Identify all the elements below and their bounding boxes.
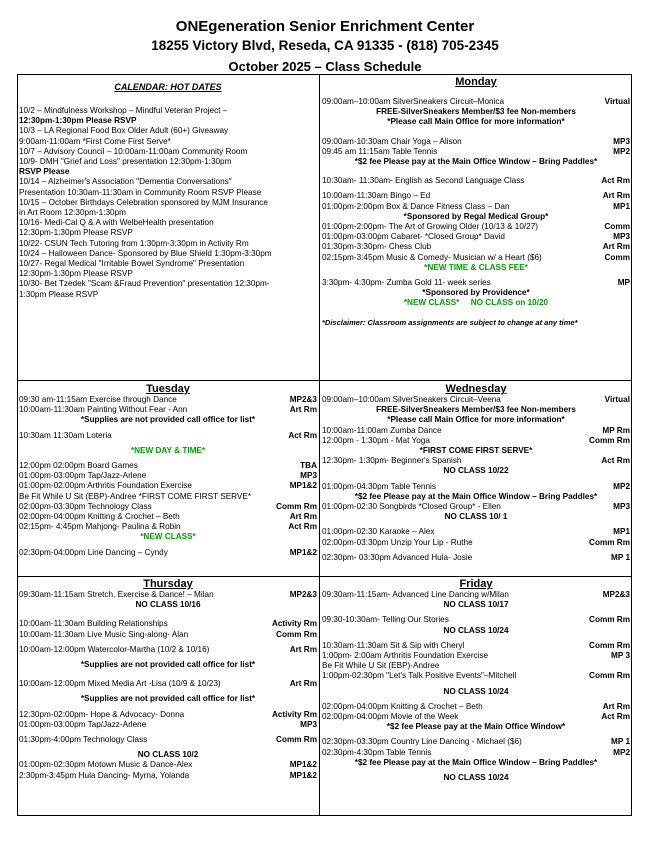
class-entry: 02:30pm-04:00pm Line Dancing – Cyndy MP1&2 bbox=[19, 547, 317, 557]
hot-date-line: 9:00am-11:00am *First Come First Serve* bbox=[19, 136, 171, 146]
row-divider-2-right bbox=[320, 576, 632, 577]
class-entry: 01:00pm-2:00pm Box & Dance Fitness Class – Dan MP1 bbox=[322, 201, 630, 211]
hot-date-line: 10/9- DMH "Grief and Loss" presentation 12:30pm-1:30pm bbox=[19, 157, 232, 167]
class-entry: 09:45 am 11:15am Table Tennis MP2 bbox=[322, 146, 630, 156]
schedule-title: October 2025 – Class Schedule bbox=[228, 59, 422, 74]
class-entry: 10:00am-11:30am Painting Without Fear - Ann Art Rm bbox=[19, 405, 317, 415]
class-entry: 1:00pm-02:30pm "Let's Talk Positive Events"–Mitchell Comm Rm bbox=[322, 671, 630, 681]
no-class-note: NO CLASS 10/24 bbox=[443, 773, 509, 783]
center-name: ONEgeneration Senior Enrichment Center bbox=[175, 18, 475, 35]
class-entry: 02:00pm-04:00pm Knitting & Crochet – Beth Art Rm bbox=[19, 512, 317, 522]
hot-date-line: 10/24 – Halloween Dance- Sponsored by Blue Shield 1:30pm-3:30pm bbox=[19, 248, 272, 258]
class-entry: 02:00pm-04:00pm Movie of the Week Act Rm bbox=[322, 712, 630, 722]
class-note: FREE-SilverSneakers Member/$3 fee Non-members bbox=[376, 107, 576, 117]
class-entry: 10:00am-11:30am Live Music Sing-along- Alan Comm Rm bbox=[19, 629, 317, 639]
hot-date-line: 10/2 – Mindfulness Workshop – Mindful Veteran Project – bbox=[19, 106, 228, 115]
no-class-note: NO CLASS 10/17 bbox=[443, 600, 509, 610]
wednesday-section bbox=[322, 383, 630, 575]
class-entry: 09:30am-11:15am Stretch, Exercise & Dance! – Milan MP2&3 bbox=[19, 590, 317, 599]
hot-date-line: 10/14 – Alzheimer's Association "Dementia Conversations" bbox=[19, 177, 232, 187]
class-note: FREE-SilverSneakers Member/$3 fee Non-members bbox=[376, 405, 576, 415]
hot-date-line: 10/3 – LA Regional Food Box Older Adult (60+) Giveaway bbox=[19, 126, 229, 136]
hot-date-line: 10/7 – Advisory Council – 10:00am-11:00am Community Room bbox=[19, 146, 248, 156]
class-note: *Sponsored by Providence* bbox=[422, 288, 530, 298]
hot-date-line: 10/27- Regal Medical "Irritable Bowel Syndrome" Presentation bbox=[19, 259, 245, 269]
class-entry: 02:00pm-03:30pm Technology Class Comm Rm bbox=[19, 501, 317, 511]
class-note: *FIRST COME FIRST SERVE* bbox=[419, 446, 533, 456]
class-entry: 3:30pm- 4:30pm- Zumba Gold 11- week series MP bbox=[322, 278, 630, 288]
class-entry: 12:00pm 02:00pm Board Games TBA bbox=[19, 461, 317, 471]
class-entry: 09:00am–10:00am SilverSneakers Circuit–Veena Virtual bbox=[322, 395, 630, 404]
class-entry: 02:00pm-04:00pm Knitting & Crochet – Beth Art Rm bbox=[322, 701, 630, 711]
thursday-title: Thursday bbox=[143, 578, 193, 590]
class-entry: 01:00pm-02:30 Songbirds *Closed Group* - Ellen MP3 bbox=[322, 502, 630, 512]
class-entry: 02:15pm- 4:45pm Mahjong- Paulina & Robin Act Rm bbox=[19, 522, 317, 532]
class-entry: 09:30 am-11:15am Exercise through Dance MP2&3 bbox=[19, 395, 317, 404]
hot-date-line: 10/22- CSUN Tech Tutoring from 1:30pm-3:30pm in Activity Rm bbox=[19, 238, 249, 248]
class-note: *$2 fee Please pay at the Main Office Window* bbox=[386, 722, 566, 732]
no-class-note: NO CLASS 10/22 bbox=[443, 466, 509, 476]
class-note: *Supplies are not provided call office for list* bbox=[80, 694, 256, 704]
hot-date-line: 12:30pm-1:30pm Please RSVP bbox=[19, 228, 133, 238]
hot-date-line: Presentation 10:30am-11:30am in Community Room RSVP Please bbox=[19, 187, 262, 197]
class-entry: 01:30pm-4:00pm Technology Class Comm Rm bbox=[19, 735, 317, 745]
hot-dates-title: CALENDAR: HOT DATES bbox=[114, 82, 222, 92]
class-entry: 09:00am-10:30am Chair Yoga – Alison MP3 bbox=[322, 136, 630, 146]
monday-section bbox=[322, 76, 630, 378]
class-entry: 02:15pm-3:45pm Music & Comedy- Musician w/ a Heart ($6) Comm bbox=[322, 252, 630, 262]
column-divider bbox=[319, 74, 320, 816]
class-entry: 02:30pm-03:30pm Country Line Dancing - Michael ($6) MP 1 bbox=[322, 737, 630, 747]
class-entry: 02:30pm-4:30pm Table Tennis MP2 bbox=[322, 747, 630, 757]
friday-section bbox=[322, 578, 630, 814]
hot-date-line: RSVP Please bbox=[19, 167, 70, 177]
tuesday-section bbox=[19, 383, 317, 575]
class-entry: 01:00pm-03:00pm Tap/Jazz-Arlene MP3 bbox=[19, 719, 317, 729]
hot-date-line: 10/16- Medi-Cal Q & A with WelbeHealth presentation bbox=[19, 218, 214, 228]
hot-date-line: 1:30pm Please RSVP bbox=[19, 289, 99, 299]
class-note: *$2 fee Please pay at the Main Office Window – Bring Paddles* bbox=[354, 491, 598, 501]
class-entry: 09:30-10:30am- Telling Our Stories Comm Rm bbox=[322, 615, 630, 625]
hot-date-line: 12:30pm-1:30pm Please RSVP bbox=[19, 269, 133, 279]
monday-title: Monday bbox=[455, 76, 497, 88]
tuesday-title: Tuesday bbox=[146, 383, 190, 395]
class-note: *Supplies are not provided call office for list* bbox=[80, 660, 256, 670]
class-entry: 01:00pm-03:00pm Cabaret- *Closed Group* David MP3 bbox=[322, 232, 630, 242]
class-entry: Be Fit While U Sit (EBP)-Andree *FIRST COME FIRST SERVE* bbox=[19, 491, 252, 501]
class-note: *$2 fee Please pay at the Main Office Window – Bring Paddles* bbox=[354, 157, 598, 167]
class-note: *Sponsored by Regal Medical Group* bbox=[403, 211, 549, 221]
disclaimer: *Disclaimer: Classroom assignments are subject to change at any time* bbox=[322, 317, 578, 327]
row-divider-1 bbox=[17, 380, 632, 381]
row-divider-2-left bbox=[17, 576, 319, 577]
class-entry: 10:00am-11:30am Bingo – Ed Art Rm bbox=[322, 191, 630, 201]
class-entry: 01:00pm-04:30pm Table Tennis MP2 bbox=[322, 481, 630, 491]
hot-date-line: 10/15 – October Birthdays Celebration sponsored by MJM Insurance bbox=[19, 197, 268, 207]
new-class-badge: *NEW CLASS* bbox=[140, 532, 196, 542]
new-time-badge: *NEW TIME & CLASS FEE* bbox=[424, 262, 528, 272]
wednesday-title: Wednesday bbox=[445, 383, 507, 395]
class-note: *Supplies are not provided call office for list* bbox=[80, 415, 256, 425]
no-class-note: NO CLASS 10/2 bbox=[137, 750, 199, 760]
class-entry: 10:30am-11:30am Sit & Sip with Cheryl Comm Rm bbox=[322, 640, 630, 650]
no-class-note: NO CLASS 10/ 1 bbox=[444, 512, 508, 522]
class-entry: 10:00am-12:00pm Watercolor-Martha (10/2 & 10/16) Art Rm bbox=[19, 644, 317, 654]
class-entry: 02:30pm- 03:30pm Advanced Hula- Josie MP 1 bbox=[322, 552, 630, 562]
hot-date-line: 10/30- Bet Tzedek "Scam &Fraud Prevention" presentation 12:30pm- bbox=[19, 279, 270, 289]
class-entry: 09:30am-11:15am- Advanced Line Dancing w/Milan MP2&3 bbox=[322, 590, 630, 599]
no-class-note: NO CLASS 10/24 bbox=[443, 686, 509, 696]
hot-dates-section bbox=[19, 82, 317, 378]
class-entry: 10:00am-11:30am Building Relationships Activity Rm bbox=[19, 619, 317, 629]
class-entry: 1:00pm- 2:00am Arthritis Foundation Exercise MP 3 bbox=[322, 651, 630, 661]
class-entry: 01:00pm-02:30 Karaoke – Alex MP1 bbox=[322, 527, 630, 537]
class-entry: 01:00pm-02:30pm Motown Music & Dance-Alex MP1&2 bbox=[19, 760, 317, 770]
class-entry: 12:30pm- 1:30pm- Beginner's Spanish Act Rm bbox=[322, 456, 630, 466]
class-note: *Please call Main Office for more information* bbox=[387, 415, 565, 425]
class-entry: 10:00am-11:00am Zumba Dance MP Rm bbox=[322, 425, 630, 435]
center-address: 18255 Victory Blvd, Reseda, CA 91335 - (818) 705-2345 bbox=[151, 38, 499, 53]
class-entry: 01:00pm-03:00pm Tap/Jazz-Arlene MP3 bbox=[19, 471, 317, 481]
class-entry: 12:00pm - 1:30pm - Mat Yoga Comm Rm bbox=[322, 435, 630, 445]
class-entry: Be Fit While U Sit (EBP)-Andree bbox=[322, 661, 440, 671]
class-entry: 01:00pm-2:00pm- The Art of Growing Older (10/13 & 10/27) Comm bbox=[322, 222, 630, 232]
hot-date-line: 12:30pm-1:30pm Please RSVP bbox=[19, 116, 137, 126]
friday-title: Friday bbox=[459, 578, 493, 590]
hot-date-line: in Art Room 12:30pm-1:30pm bbox=[19, 208, 126, 218]
class-entry: 01:00pm-02:00pm Arthritis Foundation Exercise MP1&2 bbox=[19, 481, 317, 491]
class-note: *Please call Main Office for more information* bbox=[387, 117, 565, 127]
class-note: *$2 fee Please pay at the Main Office Window – Bring Paddles* bbox=[354, 757, 598, 767]
class-entry: 09:00am–10:00am SilverSneakers Circuit–Monica Virtual bbox=[322, 97, 630, 106]
no-class-note: NO CLASS 10/24 bbox=[443, 625, 509, 635]
class-entry: 10:30am- 11:30am- English as Second Language Class Act Rm bbox=[322, 176, 630, 186]
class-entry: 12:30pm-02:00pm- Hope & Advocacy- Donna Activity Rm bbox=[19, 709, 317, 719]
class-entry: 10:00am-12:00pm Mixed Media Art -Lisa (10/9 & 10/23) Art Rm bbox=[19, 679, 317, 689]
new-class-badge: *NEW CLASS* NO CLASS on 10/20 bbox=[403, 298, 549, 308]
thursday-section bbox=[19, 578, 317, 814]
no-class-note: NO CLASS 10/16 bbox=[135, 600, 201, 610]
class-entry: 2:30pm-3:45pm Hula Dancing- Myrna, Yolanda MP1&2 bbox=[19, 770, 317, 780]
class-entry: 02:00pm-03:30pm Unzip Your Lip - Ruthe Comm Rm bbox=[322, 537, 630, 547]
class-entry: 10:30am 11:30am Loteria Act Rm bbox=[19, 430, 317, 440]
class-entry: 01:30pm-3:30pm- Chess Club Art Rm bbox=[322, 242, 630, 252]
new-day-badge: *NEW DAY & TIME* bbox=[130, 445, 206, 455]
